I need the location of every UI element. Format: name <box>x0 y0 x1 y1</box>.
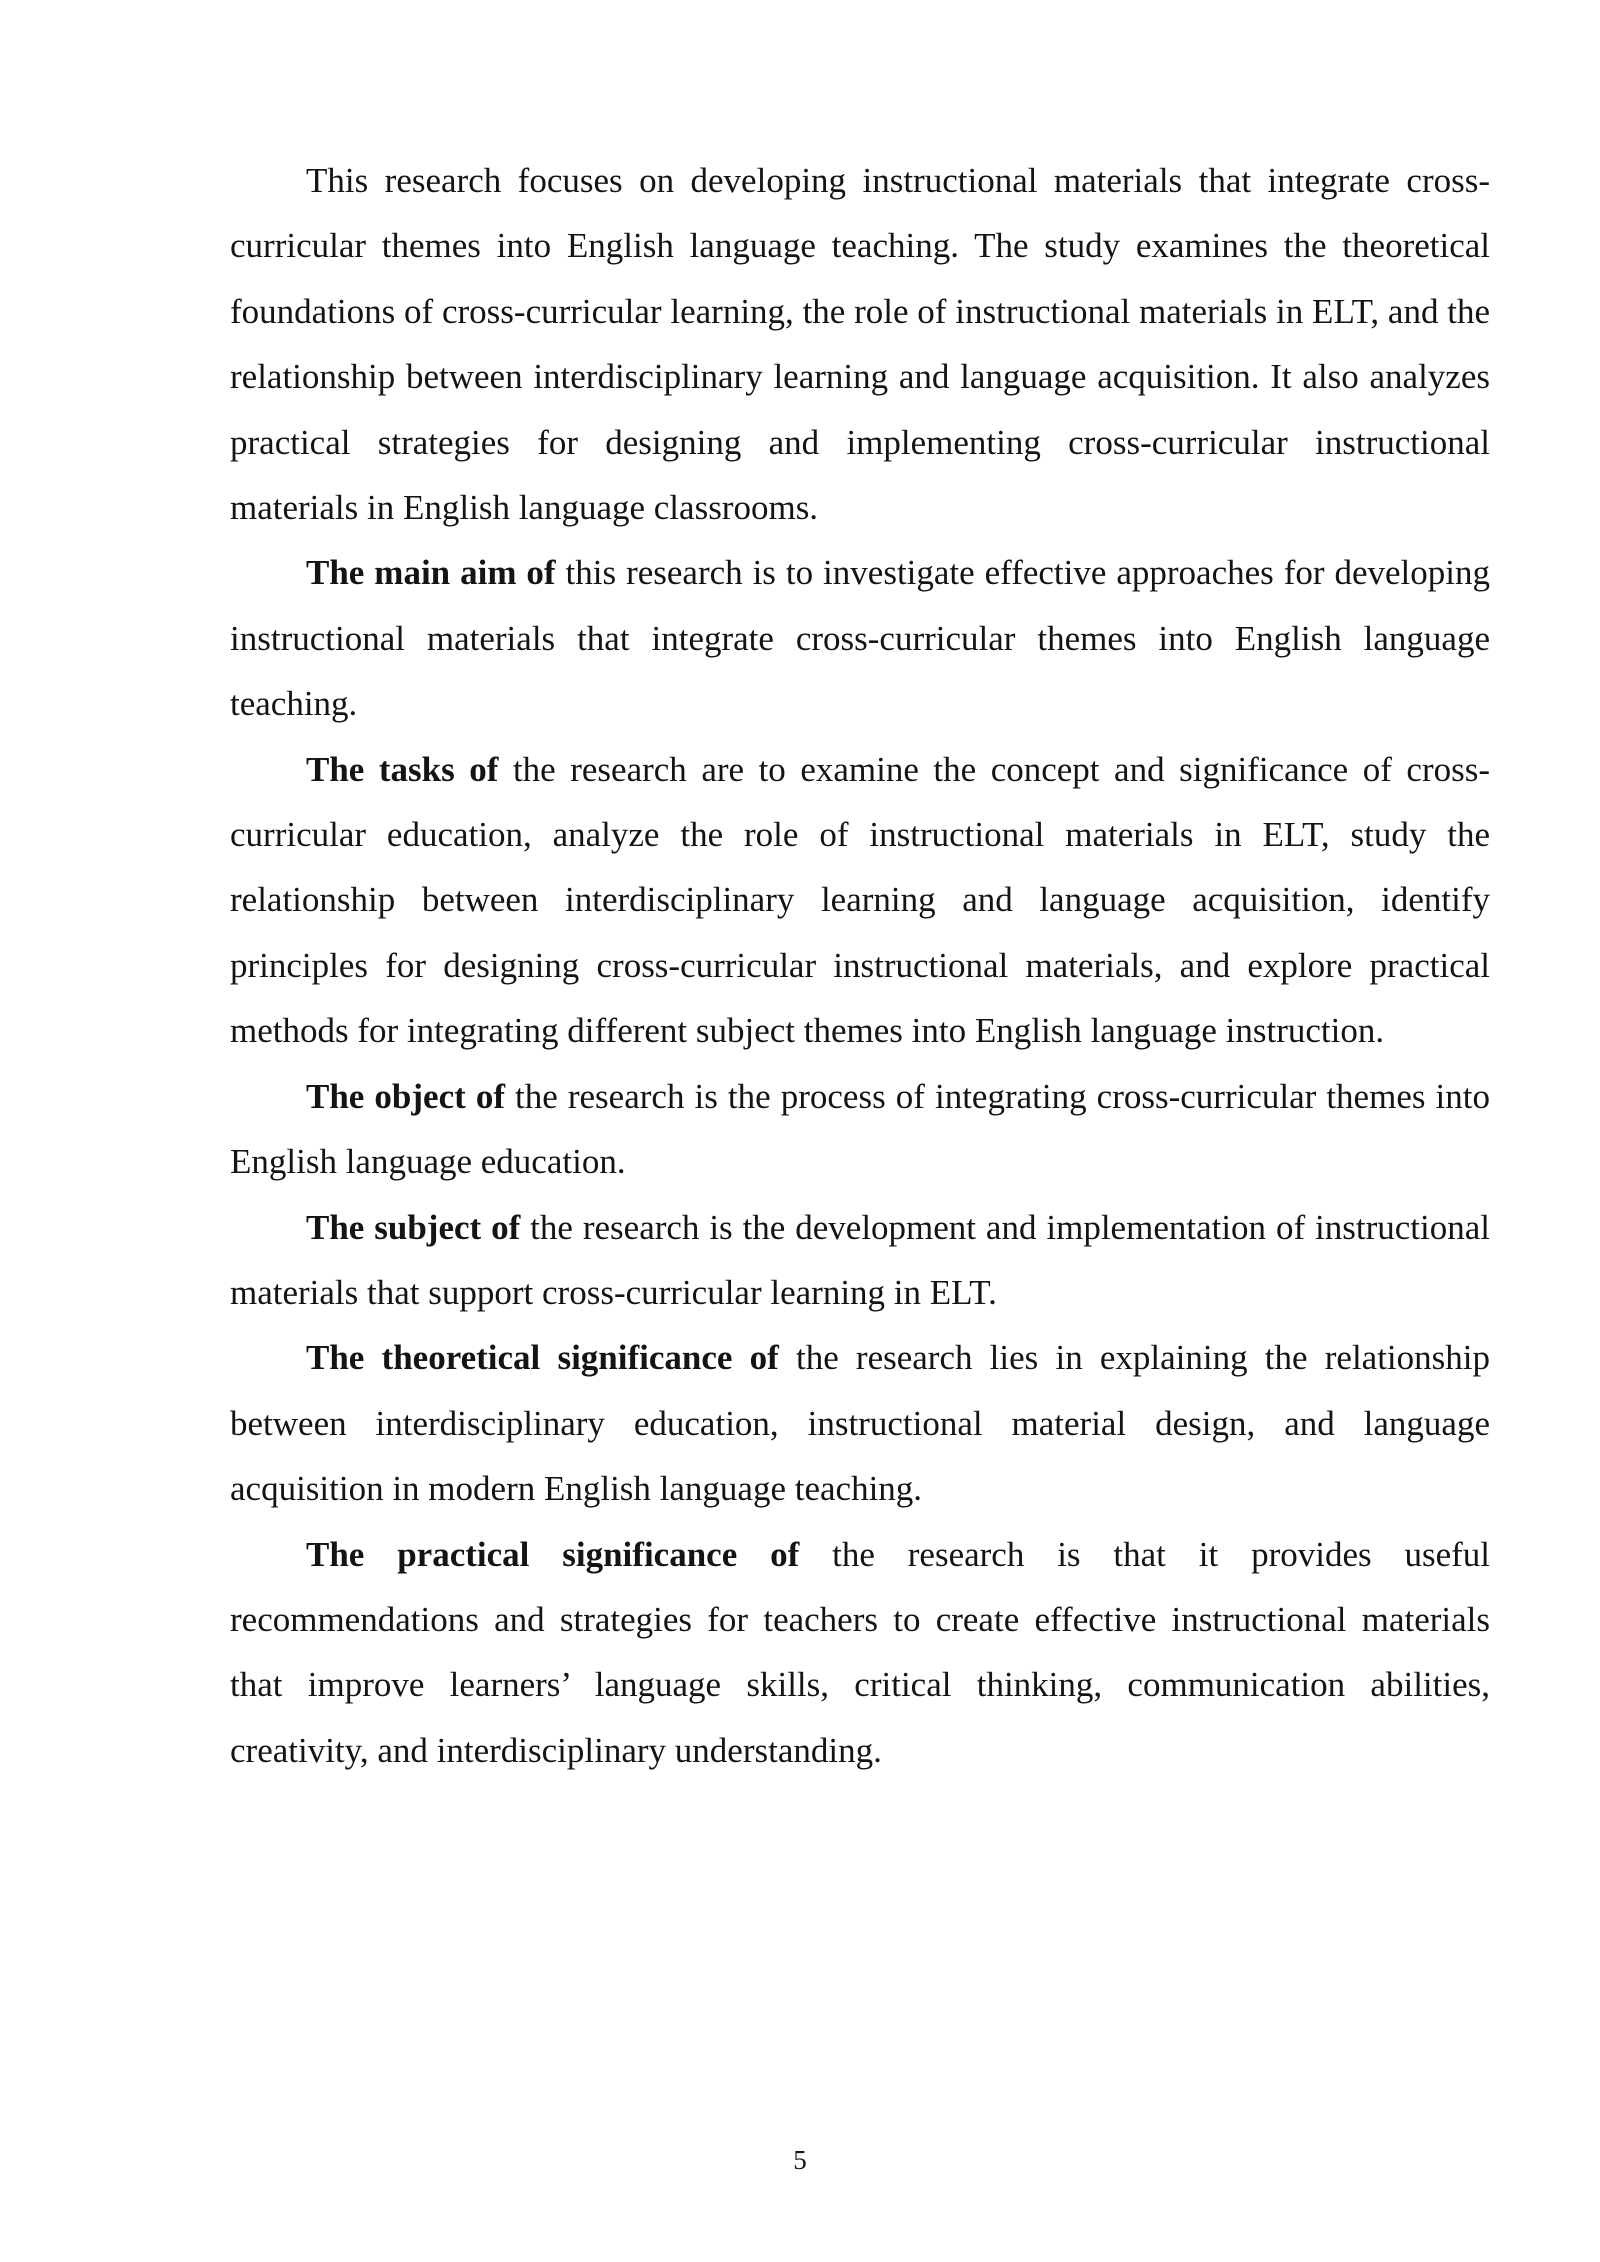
practical-significance-heading: The practical significance of <box>306 1534 800 1574</box>
subject-heading: The subject of <box>306 1207 521 1247</box>
page-number: 5 <box>793 2145 807 2175</box>
paragraph-object <box>230 1064 1490 1195</box>
object-heading: The object of <box>306 1076 505 1116</box>
paragraph-theoretical-significance <box>230 1325 1490 1521</box>
practical-significance-text: the research is that it provides useful recommendations and strategies for teachers to create effective instructional materials that improve learners’ language skills, critical thinking, communication abilities, creativity, and interdisciplinary understanding. <box>230 1534 1490 1770</box>
paragraph-main-aim <box>230 540 1490 736</box>
theoretical-significance-heading: The theoretical significance of <box>306 1338 779 1378</box>
theoretical-significance-text: the research lies in explaining the relationship between interdisciplinary education, instructional material design, and language acquisition in modern English language teaching. <box>230 1338 1490 1509</box>
paragraph-introduction-text: This research focuses on developing instructional materials that integrate cross-curricular themes into English language teaching. The study examines the theoretical foundations of cross-curricular learning, the role of instructional materials in ELT, and the relationship between interdisciplinary learning and language acquisition. It also analyzes practical strategies for designing and implementing cross-curricular instructional materials in English language classrooms. <box>230 161 1490 528</box>
paragraph-introduction <box>230 148 1490 540</box>
main-aim-text: this research is to investigate effective approaches for developing instructional materials that integrate cross-curricular themes into English language teaching. <box>230 553 1490 724</box>
tasks-text: the research are to examine the concept and significance of cross-curricular education, analyze the role of instructional materials in ELT, study the relationship between interdisciplinary learning and language acquisition, identify principles for designing cross-curricular instructional materials, and explore practical methods for integrating different subject themes into English language instruction. <box>230 749 1490 1051</box>
main-aim-heading: The main aim of <box>306 553 556 593</box>
paragraph-practical-significance <box>230 1522 1490 1784</box>
object-text: the research is the process of integrating cross-curricular themes into English language education. <box>230 1076 1490 1182</box>
paragraph-tasks <box>230 737 1490 1064</box>
tasks-heading: The tasks of <box>306 749 499 789</box>
paragraph-subject <box>230 1195 1490 1326</box>
subject-text: the research is the development and implementation of instructional materials that support cross-curricular learning in ELT. <box>230 1207 1490 1312</box>
page-body <box>230 148 1490 1783</box>
